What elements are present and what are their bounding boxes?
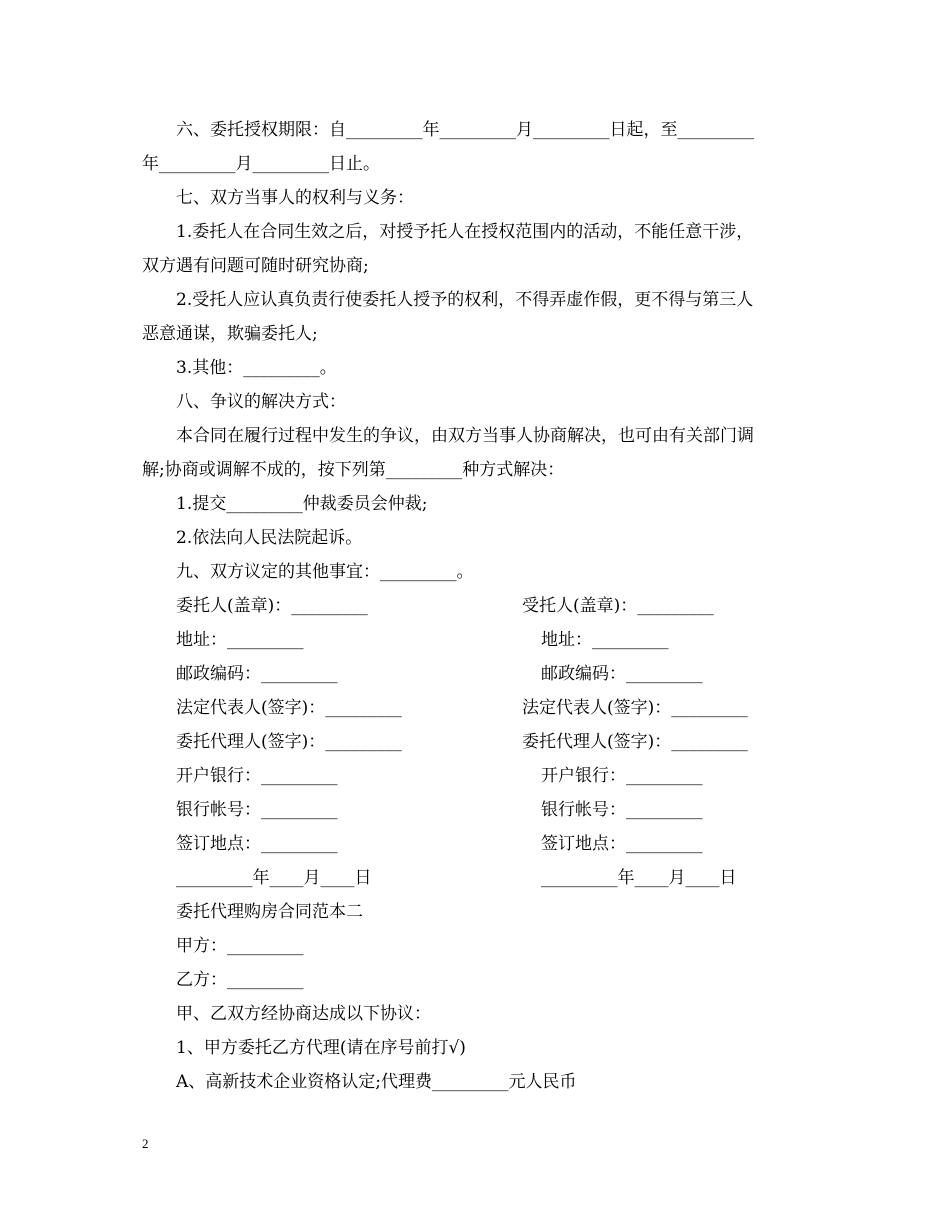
principal-proxy: 委托代理人(签字)：_________	[176, 732, 402, 752]
agreement-intro: 甲、乙双方经协商达成以下协议：	[176, 1004, 431, 1024]
section-6-line-2: 年_________月_________日止。	[142, 154, 380, 174]
principal-date: _________年____月____日	[176, 868, 372, 888]
section-8-paragraph-line-2: 解;协商或调解不成的，按下列第_________种方式解决：	[142, 460, 565, 480]
party-a: 甲方：_________	[176, 936, 304, 956]
party-b: 乙方：_________	[176, 970, 304, 990]
agent-address: 地址：_________	[541, 630, 669, 650]
item-1: 1、甲方委托乙方代理(请在序号前打√)	[176, 1038, 466, 1058]
principal-bank: 开户银行：_________	[176, 766, 338, 786]
section-8-item-2: 2.依法向人民法院起诉。	[176, 528, 363, 548]
principal-sign-place: 签订地点：_________	[176, 834, 338, 854]
principal-postcode: 邮政编码：_________	[176, 664, 338, 684]
principal-legal-rep: 法定代表人(签字)：_________	[176, 698, 402, 718]
principal-seal: 委托人(盖章)：_________	[176, 596, 368, 616]
section-8-heading: 八、争议的解决方式：	[176, 392, 346, 412]
agent-bank: 开户银行：_________	[541, 766, 703, 786]
section-7-item-2-line-1: 2.受托人应认真负责行使委托人授予的权利，不得弄虚作假，更不得与第三人	[176, 290, 754, 310]
section-9-heading: 九、双方议定的其他事宜：_________。	[176, 562, 474, 582]
agent-proxy: 委托代理人(签字)：_________	[522, 732, 748, 752]
item-a: A、高新技术企业资格认定;代理费_________元人民币	[176, 1072, 577, 1092]
contract-2-title: 委托代理购房合同范本二	[176, 902, 363, 922]
page-number: 2	[142, 1136, 149, 1151]
section-7-item-1-line-1: 1.委托人在合同生效之后，对授予托人在授权范围内的活动，不能任意干涉，	[176, 222, 754, 242]
principal-account: 银行帐号：_________	[176, 800, 338, 820]
section-8-item-1: 1.提交_________仲裁委员会仲裁;	[176, 494, 428, 514]
section-7-item-1-line-2: 双方遇有问题可随时研究协商;	[142, 256, 369, 276]
agent-date: _________年____月____日	[541, 868, 737, 888]
section-7-item-2-line-2: 恶意通谋，欺骗委托人;	[142, 324, 318, 344]
agent-account: 银行帐号：_________	[541, 800, 703, 820]
section-7-heading: 七、双方当事人的权利与义务：	[176, 188, 414, 208]
section-7-item-3: 3.其他：_________。	[176, 358, 337, 378]
section-6-line-1: 六、委托授权期限：自_________年_________月_________日起，至_________	[176, 120, 754, 140]
agent-legal-rep: 法定代表人(签字)：_________	[522, 698, 748, 718]
agent-postcode: 邮政编码：_________	[541, 664, 703, 684]
principal-address: 地址：_________	[176, 630, 304, 650]
agent-seal: 受托人(盖章)：_________	[522, 596, 714, 616]
section-8-paragraph-line-1: 本合同在履行过程中发生的争议，由双方当事人协商解决，也可由有关部门调	[176, 426, 754, 446]
agent-sign-place: 签订地点：_________	[541, 834, 703, 854]
